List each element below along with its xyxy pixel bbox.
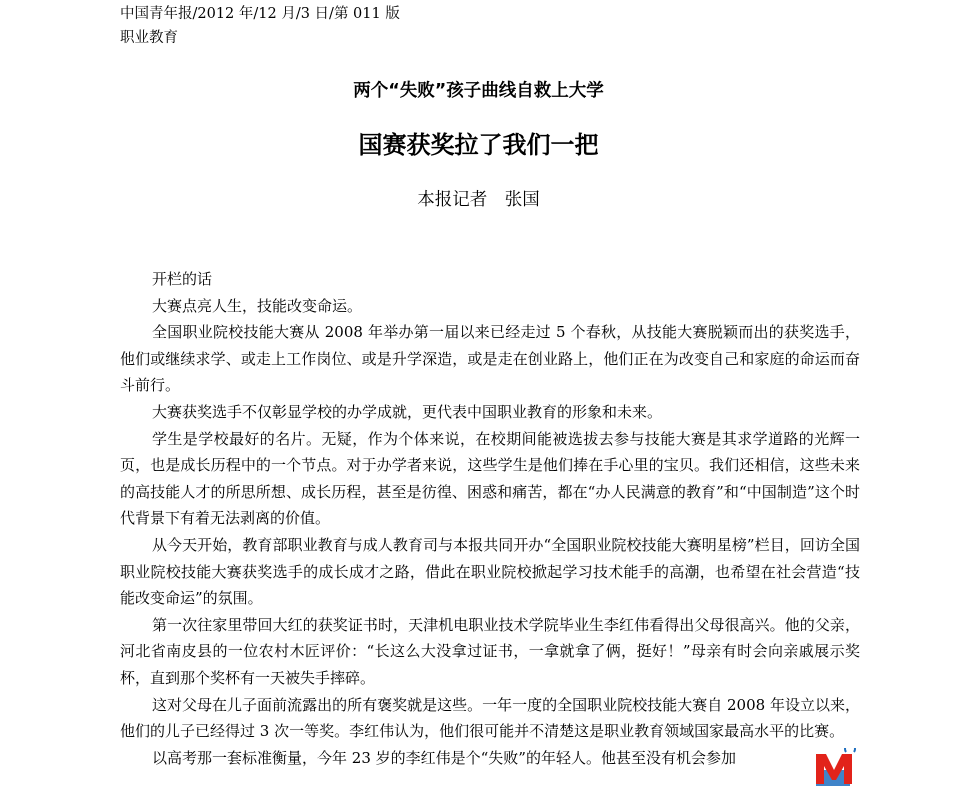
paragraph: 这对父母在儿子面前流露出的所有褒奖就是这些。一年一度的全国职业院校技能大赛自 2008 年设立以来，他们的儿子已经得过 3 次一等奖。李红伟认为，他们很可能并不清楚这是职业教育领域国家最高水平的比赛。 [120, 695, 860, 741]
paragraph: 以高考那一套标准衡量，今年 23 岁的李红伟是个“失败”的年轻人。他甚至没有机会参加 [152, 748, 736, 767]
source-line: 中国青年报/2012 年/12 月/3 日/第 011 版 [120, 6, 400, 22]
paragraph: 第一次往家里带回大红的获奖证书时，天津机电职业技术学院毕业生李红伟看得出父母很高兴。他的父亲，河北省南皮县的一位农村木匠评价：“长这么大没拿过证书，一拿就拿了俩，挺好！”母亲有时会向亲戚展示奖杯，直到那个奖杯有一天被失手摔碎。 [120, 615, 860, 687]
paragraph: 全国职业院校技能大赛从 2008 年举办第一届以来已经走过 5 个春秋，从技能大赛脱颖而出的获奖选手，他们或继续求学、或走上工作岗位、或是升学深造，或是走在创业路上，他们正在为改变自己和家庭的命运而奋斗前行。 [120, 323, 860, 395]
article-title: 国赛获奖拉了我们一把 [358, 131, 599, 159]
paragraph: 大赛点亮人生，技能改变命运。 [152, 296, 363, 315]
section-label: 职业教育 [120, 30, 178, 46]
logo-icon [812, 748, 856, 790]
paragraph: 大赛获奖选手不仅彰显学校的办学成就，更代表中国职业教育的形象和未来。 [152, 402, 663, 421]
paragraph: 开栏的话 [152, 270, 213, 288]
article-body [120, 266, 860, 771]
article-subtitle: 两个“失败”孩子曲线自救上大学 [353, 81, 604, 101]
paragraph: 从今天开始，教育部职业教育与成人教育司与本报共同开办“全国职业院校技能大赛明星榜”栏目，回访全国职业院校技能大赛获奖选手的成长成才之路，借此在职业院校掀起学习技术能手的高潮，也希望在社会营造“技能改变命运”的氛围。 [120, 535, 860, 608]
paragraph: 学生是学校最好的名片。无疑，作为个体来说，在校期间能被选拔去参与技能大赛是其求学道路的光辉一页，也是成长历程中的一个节点。对于办学者来说，这些学生是他们捧在手心里的宝贝。我们还相信，这些未来的高技能人才的所思所想、成长历程，甚至是彷徨、困惑和痛苦，都在“办人民满意的教育”和“中国制造”这个时代背景下有着无法剥离的价值。 [120, 429, 860, 528]
article-byline: 本报记者 张国 [417, 190, 540, 210]
